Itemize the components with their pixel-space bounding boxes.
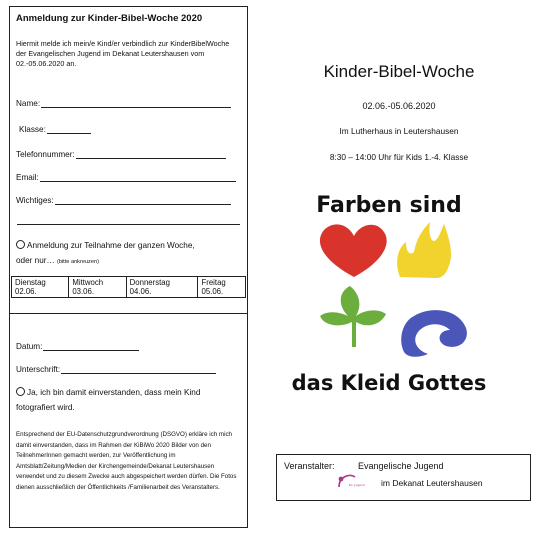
gdpr-text: Entsprechend der EU-Datenschutzgrundverordnung (DSGVO) erkläre ich mich damit einverstanden, dass im Rahmen der KiBiWo 2020 Bilder von den TeilnehmerInnen gemacht werden, zur Veröffentlichung im Amtsblatt/Zeitung/Medien der Kirchengemeinde/Dekanat Leutershausen verwendet und zu diesem Zwecke auch abgespeichert werden dürfen. Die Fotos dienen ausschließlich der Öffentlichkeits /Familienarbeit des Veranstalters. — [16, 431, 237, 491]
important-label: Wichtiges: — [16, 196, 54, 205]
email-field[interactable] — [16, 172, 236, 182]
important-field[interactable] — [16, 195, 231, 205]
event-title: Kinder-Bibel-Woche — [323, 62, 475, 81]
day-name: Donnerstag — [129, 278, 170, 287]
organizer-box — [276, 454, 531, 501]
day-date: 03.06. — [72, 287, 95, 296]
organizer-label: Veranstalter: — [284, 461, 335, 471]
registration-form — [9, 6, 248, 528]
email-label: Email: — [16, 173, 39, 182]
phone-field[interactable] — [16, 149, 226, 159]
ej-logo-icon — [335, 471, 365, 493]
important-line[interactable] — [55, 195, 231, 205]
day-cell[interactable] — [69, 277, 126, 298]
logo-text: Ev. Jugend — [349, 483, 365, 487]
photo-consent-radio[interactable] — [16, 387, 25, 396]
motto-bottom: das Kleid Gottes — [291, 371, 487, 395]
name-field[interactable] — [16, 98, 231, 108]
event-dates: 02.06.-05.06.2020 — [362, 101, 436, 111]
form-intro: Hiermit melde ich mein/e Kind/er verbindlich zur KinderBibelWoche der Evangelischen Jugend im Dekanat Leutershausen vom 02.-05.06.2020 an. — [16, 39, 230, 68]
day-date: 05.06. — [201, 287, 224, 296]
name-line[interactable] — [41, 98, 231, 108]
organizer-name: Evangelische Jugend — [358, 461, 444, 471]
check-hint: (bitte ankreuzen) — [56, 259, 99, 265]
class-line[interactable] — [47, 124, 91, 134]
flame-icon — [397, 222, 451, 278]
or-only-label: oder nur… — [16, 256, 55, 265]
form-divider — [10, 313, 247, 314]
signature-line[interactable] — [61, 364, 216, 374]
class-label: Klasse: — [19, 125, 46, 134]
name-label: Name: — [16, 99, 41, 108]
day-cell[interactable] — [12, 277, 69, 298]
email-line[interactable] — [40, 172, 236, 182]
day-name: Dienstag — [15, 278, 46, 287]
motto-top: Farben sind — [316, 193, 462, 218]
week-radio[interactable] — [16, 240, 25, 249]
organizer-sub: im Dekanat Leutershausen — [381, 478, 483, 488]
class-field[interactable] — [19, 124, 91, 134]
event-venue: Im Lutherhaus in Leutershausen — [339, 126, 459, 136]
signature-label: Unterschrift: — [16, 365, 61, 374]
photo-consent-label: Ja, ich bin damit einverstanden, dass mein Kind — [27, 388, 201, 397]
week-option-label: Anmeldung zur Teilnahme der ganzen Woche, — [27, 241, 195, 250]
day-cell[interactable] — [126, 277, 198, 298]
date-label: Datum: — [16, 342, 43, 351]
wave-icon — [401, 310, 467, 357]
week-option[interactable] — [16, 240, 195, 250]
or-only-line — [16, 256, 99, 265]
heart-icon — [320, 224, 387, 277]
day-date: 02.06. — [15, 287, 37, 296]
important-line-2[interactable] — [17, 215, 240, 225]
signature-field[interactable] — [16, 364, 216, 374]
phone-line[interactable] — [76, 149, 226, 159]
photo-consent-option[interactable] — [16, 387, 200, 397]
leaf-icon — [320, 286, 386, 347]
motto-artwork — [282, 182, 496, 396]
phone-label: Telefonnummer: — [16, 150, 75, 159]
day-name: Freitag — [201, 278, 226, 287]
day-cell[interactable] — [198, 277, 246, 298]
days-table — [11, 276, 246, 298]
event-time: 8:30 – 14:00 Uhr für Kids 1.-4. Klasse — [329, 152, 469, 162]
form-title: Anmeldung zur Kinder-Bibel-Woche 2020 — [16, 13, 203, 24]
date-line[interactable] — [43, 341, 139, 351]
day-date: 04.06. — [129, 287, 152, 296]
day-name: Mittwoch — [72, 278, 104, 287]
photo-consent-cont: fotografiert wird. — [16, 403, 75, 412]
date-field[interactable] — [16, 341, 139, 351]
